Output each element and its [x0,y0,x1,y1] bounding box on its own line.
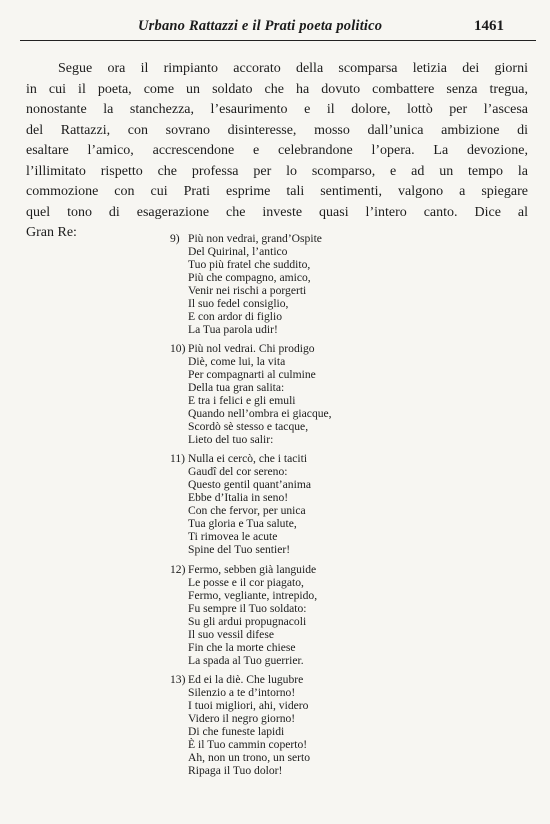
prose-line: Segue ora il rimpianto accorato della scomparsa letizia dei giorni [58,61,528,76]
stanza-number: 10) [170,342,186,356]
verse-line: Videro il negro giorno! [188,711,296,725]
verse-line: Silenzio a te d’intorno! [188,685,296,699]
verse-line: Spine del Tuo sentier! [188,543,291,557]
verse-line: Ripaga il Tuo dolor! [188,763,283,777]
verse-line: Nulla ei cercò, che i taciti [188,452,308,466]
stanza-first-row [170,342,370,355]
stanza [170,673,370,777]
verse-line: E con ardor di figlio [188,310,283,323]
verse-line: Con che fervor, per unica [188,504,306,518]
stanza-number: 13) [170,672,186,686]
verse-line: È il Tuo cammin coperto! [188,737,308,751]
verse-line: Più non vedrai, grand’Ospite [188,232,322,245]
verse-line: Ah, non un trono, un serto [188,750,311,764]
verse-line: Tua gloria e Tua salute, [188,517,297,531]
verse-line: Fermo, sebben già languide [188,562,317,576]
verse-line: Fermo, vegliante, intrepido, [188,588,318,602]
stanza-first-row [170,452,370,465]
stanza-first-row [170,232,370,245]
stanza [170,232,370,336]
verse-line: Quando nell’ombra ei giacque, [188,407,332,421]
verse-line: Di che funeste lapidi [188,724,285,738]
stanza [170,342,370,446]
verse-line: Ti rimovea le acute [188,530,278,544]
prose-line: nonostante la stanchezza, l’esaurimento e il dolore, lottò per l’ascesa [26,102,528,117]
verse-line: Gaudî del cor sereno: [188,465,288,479]
stanza [170,563,370,667]
verse-line: La Tua parola udir! [188,323,278,336]
prose-line: Gran Re: [26,225,77,240]
page-header [0,0,550,42]
verse-line: Fin che la morte chiese [188,640,296,654]
stanza-first-row [170,563,370,576]
verse-line: Del Quirinal, l’antico [188,245,288,258]
verse-line: Venir nei rischi a porgerti [188,284,307,297]
stanza-first-row [170,673,370,686]
prose-line: in cui il poeta, come un soldato che ha dovuto combattere senza tregua, [26,81,528,97]
prose-line: del Rattazzi, con sovrano disinteresse, mosso dall’unica ambizione di [26,122,528,138]
header-rule [20,40,536,41]
verse-line: Per compagnarti al culmine [188,368,316,382]
verse-line: Lieto del tuo salir: [188,433,274,447]
prose-line: l’illimitato rispetto che professa per lo scomparso, e ad un tempo la [26,163,528,179]
stanza [170,452,370,556]
verse-line: Su gli ardui propugnacoli [188,614,307,628]
verse-line: Questo gentil quant’anima [188,478,311,492]
verse-line: Ebbe d’Italia in seno! [188,491,289,505]
prose-line: esaltare l’amico, accrescendone e celebrandone l’opera. La devozione, [26,143,528,158]
running-title: Urbano Rattazzi e il Prati poeta politico [138,18,383,34]
poem-excerpt [170,232,370,783]
prose-paragraph [26,59,528,244]
verse-line: Più che compagno, amico, [188,271,311,284]
verse-line: Della tua gran salita: [188,381,285,395]
verse-line: Ed ei la diè. Che lugubre [188,672,304,686]
prose-line: quel tono di esagerazione che investe quasi l’intero canto. Dice al [26,204,528,220]
verse-line: E tra i felici e gli emuli [188,394,296,408]
prose-line: commozione con cui Prati esprime tali sentimenti, valgono a spiegare [26,184,528,199]
verse-line: Tuo più fratel che suddito, [188,258,311,271]
stanza-number: 11) [170,452,186,466]
verse-line: I tuoi migliori, ahi, videro [188,698,309,712]
verse-line: Scordò sè stesso e tacque, [188,420,309,434]
verse-line: Più nol vedrai. Chi prodigo [188,342,315,356]
verse-line: La spada al Tuo guerrier. [188,653,304,667]
verse-line: Il suo fedel consiglio, [188,297,289,310]
stanza-number: 9) [170,232,180,245]
verse-line: Diè, come lui, la vita [188,355,286,369]
verse-line: Fu sempre il Tuo soldato: [188,601,307,615]
verse-line: Le posse e il cor piagato, [188,575,304,589]
verse-line: Il suo vessil difese [188,627,274,641]
stanza-number: 12) [170,562,186,576]
page-number: 1461 [474,18,504,34]
